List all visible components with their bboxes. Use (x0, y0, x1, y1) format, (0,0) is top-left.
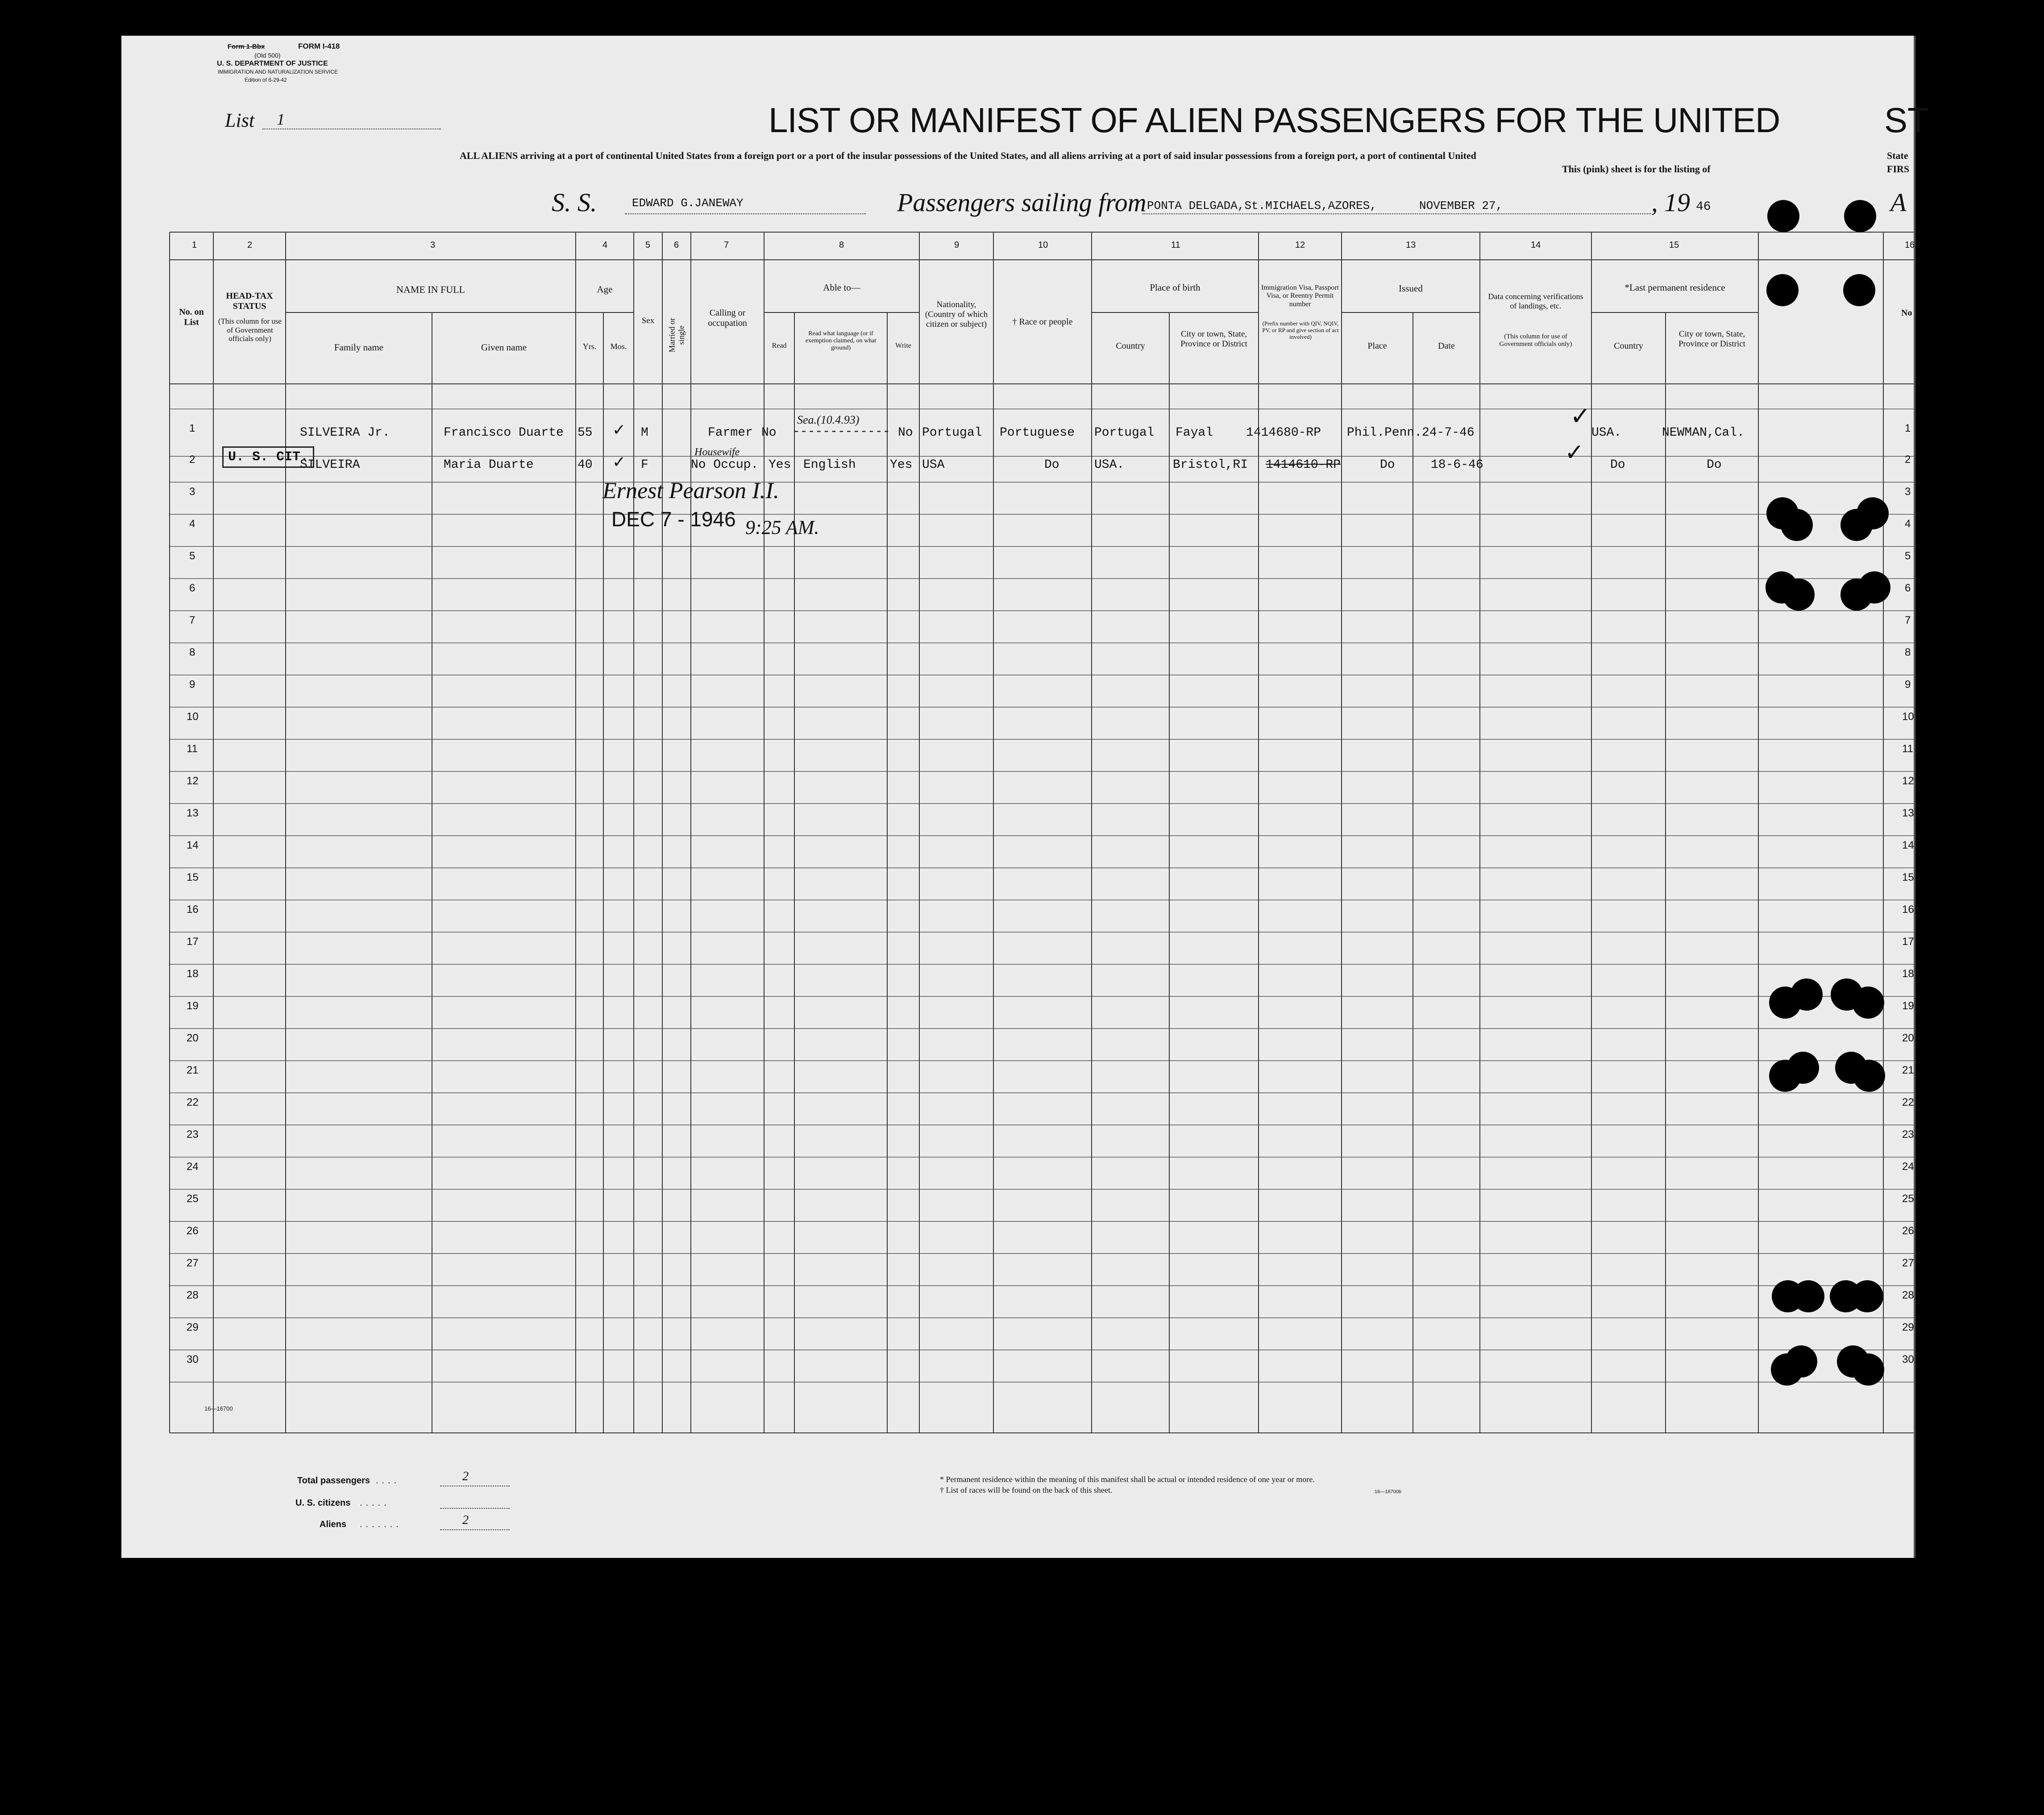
cell-sex: M (641, 426, 648, 440)
header-last-residence: *Last permanent residence (1624, 282, 1725, 293)
header-res-country: Country (1614, 341, 1643, 351)
row-number: 20 (187, 1032, 199, 1044)
header-calling: Calling or occupation (708, 308, 747, 328)
header-issued-date: Date (1438, 341, 1455, 351)
row-number: 17 (187, 936, 199, 948)
punch-hole (1767, 200, 1799, 232)
right-row-number: 17 (1902, 936, 1914, 948)
header-visa-note: (Prefix number with QIV, NQIV, PV, or RP and give section of act involved) (1262, 320, 1339, 340)
right-row-number: 7 (1905, 614, 1911, 626)
header-issued: Issued (1399, 283, 1423, 294)
cell-given-name: Maria Duarte (444, 458, 534, 472)
list-label: List (225, 109, 255, 131)
right-row-number: 18 (1902, 968, 1914, 980)
cell-issued-date: 24-7-46 (1422, 426, 1475, 440)
right-row-number: 4 (1905, 518, 1911, 530)
intro-right-edge-2: FIRS (1887, 163, 1910, 175)
header-nationality: Nationality, (Country of which citizen or subject) (925, 300, 988, 329)
citizens-underline (440, 1508, 510, 1509)
cell-birth-country: USA. (1094, 458, 1125, 472)
header-write: Write (895, 342, 911, 350)
col-number-12: 12 (1295, 240, 1305, 250)
cell-age-months-check: ✓ (612, 453, 626, 471)
punch-hole (1782, 579, 1815, 611)
right-row-number: 22 (1902, 1096, 1914, 1108)
header-race: † Race or people (1012, 317, 1073, 327)
col-number-8: 8 (839, 240, 844, 250)
year-suffix: 46 (1696, 200, 1711, 214)
header-birth-country: Country (1116, 341, 1145, 351)
right-row-number: 5 (1905, 550, 1911, 562)
right-row-number: 11 (1902, 743, 1913, 755)
cell-birth-city: Fayal (1176, 426, 1213, 440)
punch-hole (1792, 1280, 1824, 1312)
row-number: 21 (187, 1064, 199, 1076)
cell-issued-date: 18-6-46 (1431, 458, 1483, 472)
right-row-number: 21 (1902, 1064, 1914, 1076)
row-number: 13 (187, 807, 199, 819)
row-number: 8 (189, 646, 195, 658)
col-number-7: 7 (724, 240, 729, 250)
punch-hole (1852, 987, 1884, 1019)
col-number-2: 2 (247, 240, 253, 250)
right-row-number: 13 (1902, 807, 1914, 819)
ss-label: S. S. (552, 188, 597, 217)
right-row-number: 23 (1902, 1128, 1914, 1141)
total-passengers-value: 2 (462, 1469, 469, 1483)
cell-language: ------------- (793, 425, 890, 439)
punch-hole (1787, 1052, 1819, 1084)
header-able-to: Able to— (823, 282, 860, 293)
header-visa: Immigration Visa, Passport Visa, or Reentry Permit number (1261, 284, 1339, 308)
header-res-city: City or town, State, Province or District (1678, 329, 1745, 349)
footnote-races: † List of races will be found on the back of this sheet. (940, 1486, 1113, 1494)
right-row-number: 15 (1902, 871, 1914, 883)
header-sex: Sex (641, 316, 655, 325)
row-number: 28 (187, 1289, 199, 1301)
crossed-form-ref: Form 1-Bbx (228, 43, 265, 50)
right-row-number: 10 (1902, 711, 1914, 723)
cell-verification-check: ✓ (1565, 440, 1584, 466)
form-code: 16—16700 (204, 1405, 233, 1412)
department: U. S. DEPARTMENT OF JUSTICE (217, 60, 328, 67)
cell-occupation: Farmer (708, 426, 753, 440)
service: IMMIGRATION AND NATURALIZATION SERVICE (218, 69, 338, 75)
handwritten-language-note: Sea.(10.4.93) (797, 413, 860, 426)
header-verification-note: (This column for use of Government officials only) (1499, 333, 1572, 348)
manifest-title-continued: ST (1884, 100, 1929, 140)
col-number-1: 1 (192, 240, 197, 250)
total-leader: .... (376, 1476, 400, 1486)
row-number: 7 (189, 614, 195, 626)
form-number: FORM I-418 (298, 42, 340, 50)
cell-age-months-check: ✓ (612, 421, 626, 439)
cell-visa: 1414680-RP (1246, 426, 1321, 440)
cell-occupation: No Occup. (691, 458, 759, 472)
manifest-title: LIST OR MANIFEST OF ALIEN PASSENGERS FOR THE UNITED (769, 100, 1780, 140)
punch-hole (1844, 200, 1876, 232)
row-number: 11 (187, 743, 198, 755)
cell-issued-place: Do (1380, 458, 1395, 472)
cell-read: Yes (769, 458, 791, 472)
cell-birth-country: Portugal (1094, 426, 1155, 440)
header-given-name: Given name (481, 342, 527, 353)
header-birth-city: City or town, State, Province or District (1180, 329, 1247, 349)
row-number: 10 (187, 711, 199, 723)
aliens-leader: ....... (360, 1519, 402, 1529)
row-number: 22 (187, 1096, 199, 1108)
row-number: 29 (187, 1321, 199, 1333)
edition: Edition of 6-29-42 (245, 77, 287, 83)
punch-hole (1858, 571, 1890, 604)
row-number: 19 (187, 1000, 199, 1012)
col-number-15: 15 (1669, 240, 1679, 250)
punch-hole (1851, 1280, 1883, 1312)
col-number-10: 10 (1038, 240, 1048, 250)
head-tax-stamp: U. S. CIT. (222, 446, 314, 468)
cell-family-name: SILVEIRA Jr. (300, 426, 390, 440)
row-number: 15 (187, 871, 199, 883)
right-row-number: 29 (1902, 1321, 1914, 1333)
handwritten-housewife: Housewife (694, 446, 740, 458)
header-issued-place: Place (1367, 341, 1387, 351)
cell-write: No (898, 426, 913, 440)
cell-age-years: 55 (577, 426, 593, 440)
right-row-number: 3 (1905, 486, 1911, 498)
row-number: 27 (187, 1257, 199, 1269)
row-number: 18 (187, 968, 199, 980)
cell-given-name: Francisco Duarte (444, 426, 564, 440)
col-number-6: 6 (674, 240, 679, 250)
col-number-3: 3 (430, 240, 436, 250)
row-number: 3 (189, 486, 195, 498)
right-row-number: 8 (1905, 646, 1911, 658)
right-row-number: 24 (1902, 1161, 1914, 1173)
right-row-number: 2 (1905, 454, 1911, 466)
arrival-date-stamp: DEC 7 - 1946 (611, 508, 736, 531)
right-row-number: 20 (1902, 1032, 1914, 1044)
aliens-underline (440, 1529, 510, 1530)
punch-hole (1781, 509, 1813, 541)
cell-res-city: NEWMAN,Cal. (1662, 426, 1745, 440)
cell-family-name: SILVEIRA (300, 458, 360, 472)
sailing-port: PONTA DELGADA,St.MICHAELS,AZORES, (1147, 199, 1377, 212)
cell-res-city: Do (1707, 458, 1722, 472)
total-passengers-label: Total passengers (297, 1476, 370, 1486)
sailing-label: Passengers sailing from (897, 188, 1147, 217)
row-number: 6 (189, 582, 195, 594)
row-number: 2 (189, 454, 195, 466)
row-number: 24 (187, 1161, 199, 1173)
punch-hole (1852, 1353, 1884, 1386)
us-citizens-label: U. S. citizens (295, 1498, 351, 1508)
citizens-leader: ..... (360, 1498, 390, 1508)
col-number-5: 5 (645, 240, 651, 250)
right-row-number: 6 (1905, 582, 1911, 594)
cell-visa: 1414610-RP (1266, 458, 1341, 472)
row-number: 5 (189, 550, 195, 562)
footer-code-right: 16—16700b (1375, 1489, 1401, 1494)
punch-hole (1766, 274, 1799, 306)
row-number: 26 (187, 1225, 199, 1237)
aliens-label: Aliens (320, 1519, 347, 1529)
cell-read: No (761, 426, 777, 440)
cell-race: Portuguese (1000, 426, 1075, 440)
footnote-residence: * Permanent residence within the meaning of this manifest shall be actual or intended residence of one year or more. (940, 1475, 1315, 1484)
row-number: 1 (189, 422, 195, 434)
col-number-14: 14 (1531, 240, 1541, 250)
cell-issued-place: Phil.Penn. (1347, 426, 1422, 440)
right-row-number: 12 (1902, 775, 1914, 787)
cell-language: English (803, 458, 856, 472)
right-row-number: 19 (1902, 1000, 1914, 1012)
header-read-language: Read what language (or if exemption claimed, on what ground) (805, 330, 877, 352)
sailing-date: NOVEMBER 27, (1419, 199, 1503, 212)
header-head-tax-note: (This column for use of Government officials only) (218, 317, 282, 343)
right-row-number: 26 (1902, 1225, 1914, 1237)
cell-age-years: 40 (577, 458, 593, 472)
header-read: Read (772, 342, 787, 350)
header-age: Age (597, 284, 613, 295)
list-number: 1 (277, 110, 285, 128)
header-family-name: Family name (334, 342, 384, 353)
row-number: 9 (189, 679, 195, 691)
intro-text-line2: This (pink) sheet is for the listing of (1562, 163, 1711, 175)
punch-hole (1857, 497, 1889, 529)
cell-race: Do (1044, 458, 1059, 472)
punch-hole (1785, 1345, 1817, 1378)
row-number: 30 (187, 1353, 199, 1365)
right-row-number: 27 (1902, 1257, 1914, 1269)
cell-birth-city: Bristol,RI (1173, 458, 1248, 472)
right-row-number: 1 (1905, 422, 1911, 434)
col-number-9: 9 (954, 240, 960, 250)
header-married-single: Married or single (667, 317, 685, 353)
header-mos: Mos. (610, 342, 627, 351)
right-row-number: 30 (1902, 1353, 1914, 1365)
inspector-signature: Ernest Pearson I.I. (602, 478, 779, 504)
cell-res-country: Do (1610, 458, 1625, 472)
header-right-edge: No (1901, 308, 1912, 318)
aliens-value: 2 (462, 1513, 469, 1527)
row-number: 14 (187, 839, 199, 851)
punch-hole (1843, 274, 1875, 306)
vessel-name: EDWARD G.JANEWAY (632, 196, 744, 210)
row-number: 16 (187, 903, 199, 916)
right-row-number: 9 (1905, 679, 1911, 691)
row-number: 23 (187, 1128, 199, 1141)
punch-hole (1853, 1060, 1885, 1092)
right-row-number: 14 (1902, 839, 1914, 851)
intro-text: ALL ALIENS arriving at a port of continental United States from a foreign port or a port of the insular possessions of the United States, and all aliens arriving at a port of said insular possessions from a foreign port, a port of continental United (460, 150, 1476, 161)
row-number: 25 (187, 1193, 199, 1205)
header-place-of-birth: Place of birth (1150, 282, 1201, 293)
arrival-time: 9:25 AM. (745, 516, 819, 538)
intro-right-edge: State (1887, 150, 1908, 161)
header-yrs: Yrs. (582, 342, 597, 351)
right-row-number: 28 (1902, 1289, 1914, 1301)
right-row-number: 16 (1902, 903, 1914, 916)
header-name-in-full: NAME IN FULL (396, 284, 465, 295)
cell-write: Yes (890, 458, 913, 472)
header-no-on-list: No. on List (179, 307, 204, 327)
punch-hole (1791, 978, 1823, 1011)
old-form-number: (Old 500) (254, 52, 281, 59)
cell-res-country: USA. (1591, 426, 1622, 440)
header-verification: Data concerning verifications of landings, etc. (1488, 292, 1583, 310)
col-number-4: 4 (602, 240, 608, 250)
cell-verification-check: ✓ (1570, 403, 1591, 430)
right-edge-letter: A (1890, 188, 1907, 217)
header-head-tax: HEAD-TAX STATUS (226, 291, 273, 311)
year-prefix: , 19 (1651, 188, 1690, 217)
cell-nationality: Portugal (922, 426, 982, 440)
right-row-number: 25 (1902, 1193, 1914, 1205)
cell-sex: F (641, 458, 648, 472)
col-number-11: 11 (1171, 240, 1180, 250)
col-number-13: 13 (1406, 240, 1416, 250)
row-number: 4 (189, 518, 195, 530)
cell-nationality: USA (922, 458, 945, 472)
row-number: 12 (187, 775, 199, 787)
col-number-16: 16 (1905, 240, 1915, 250)
